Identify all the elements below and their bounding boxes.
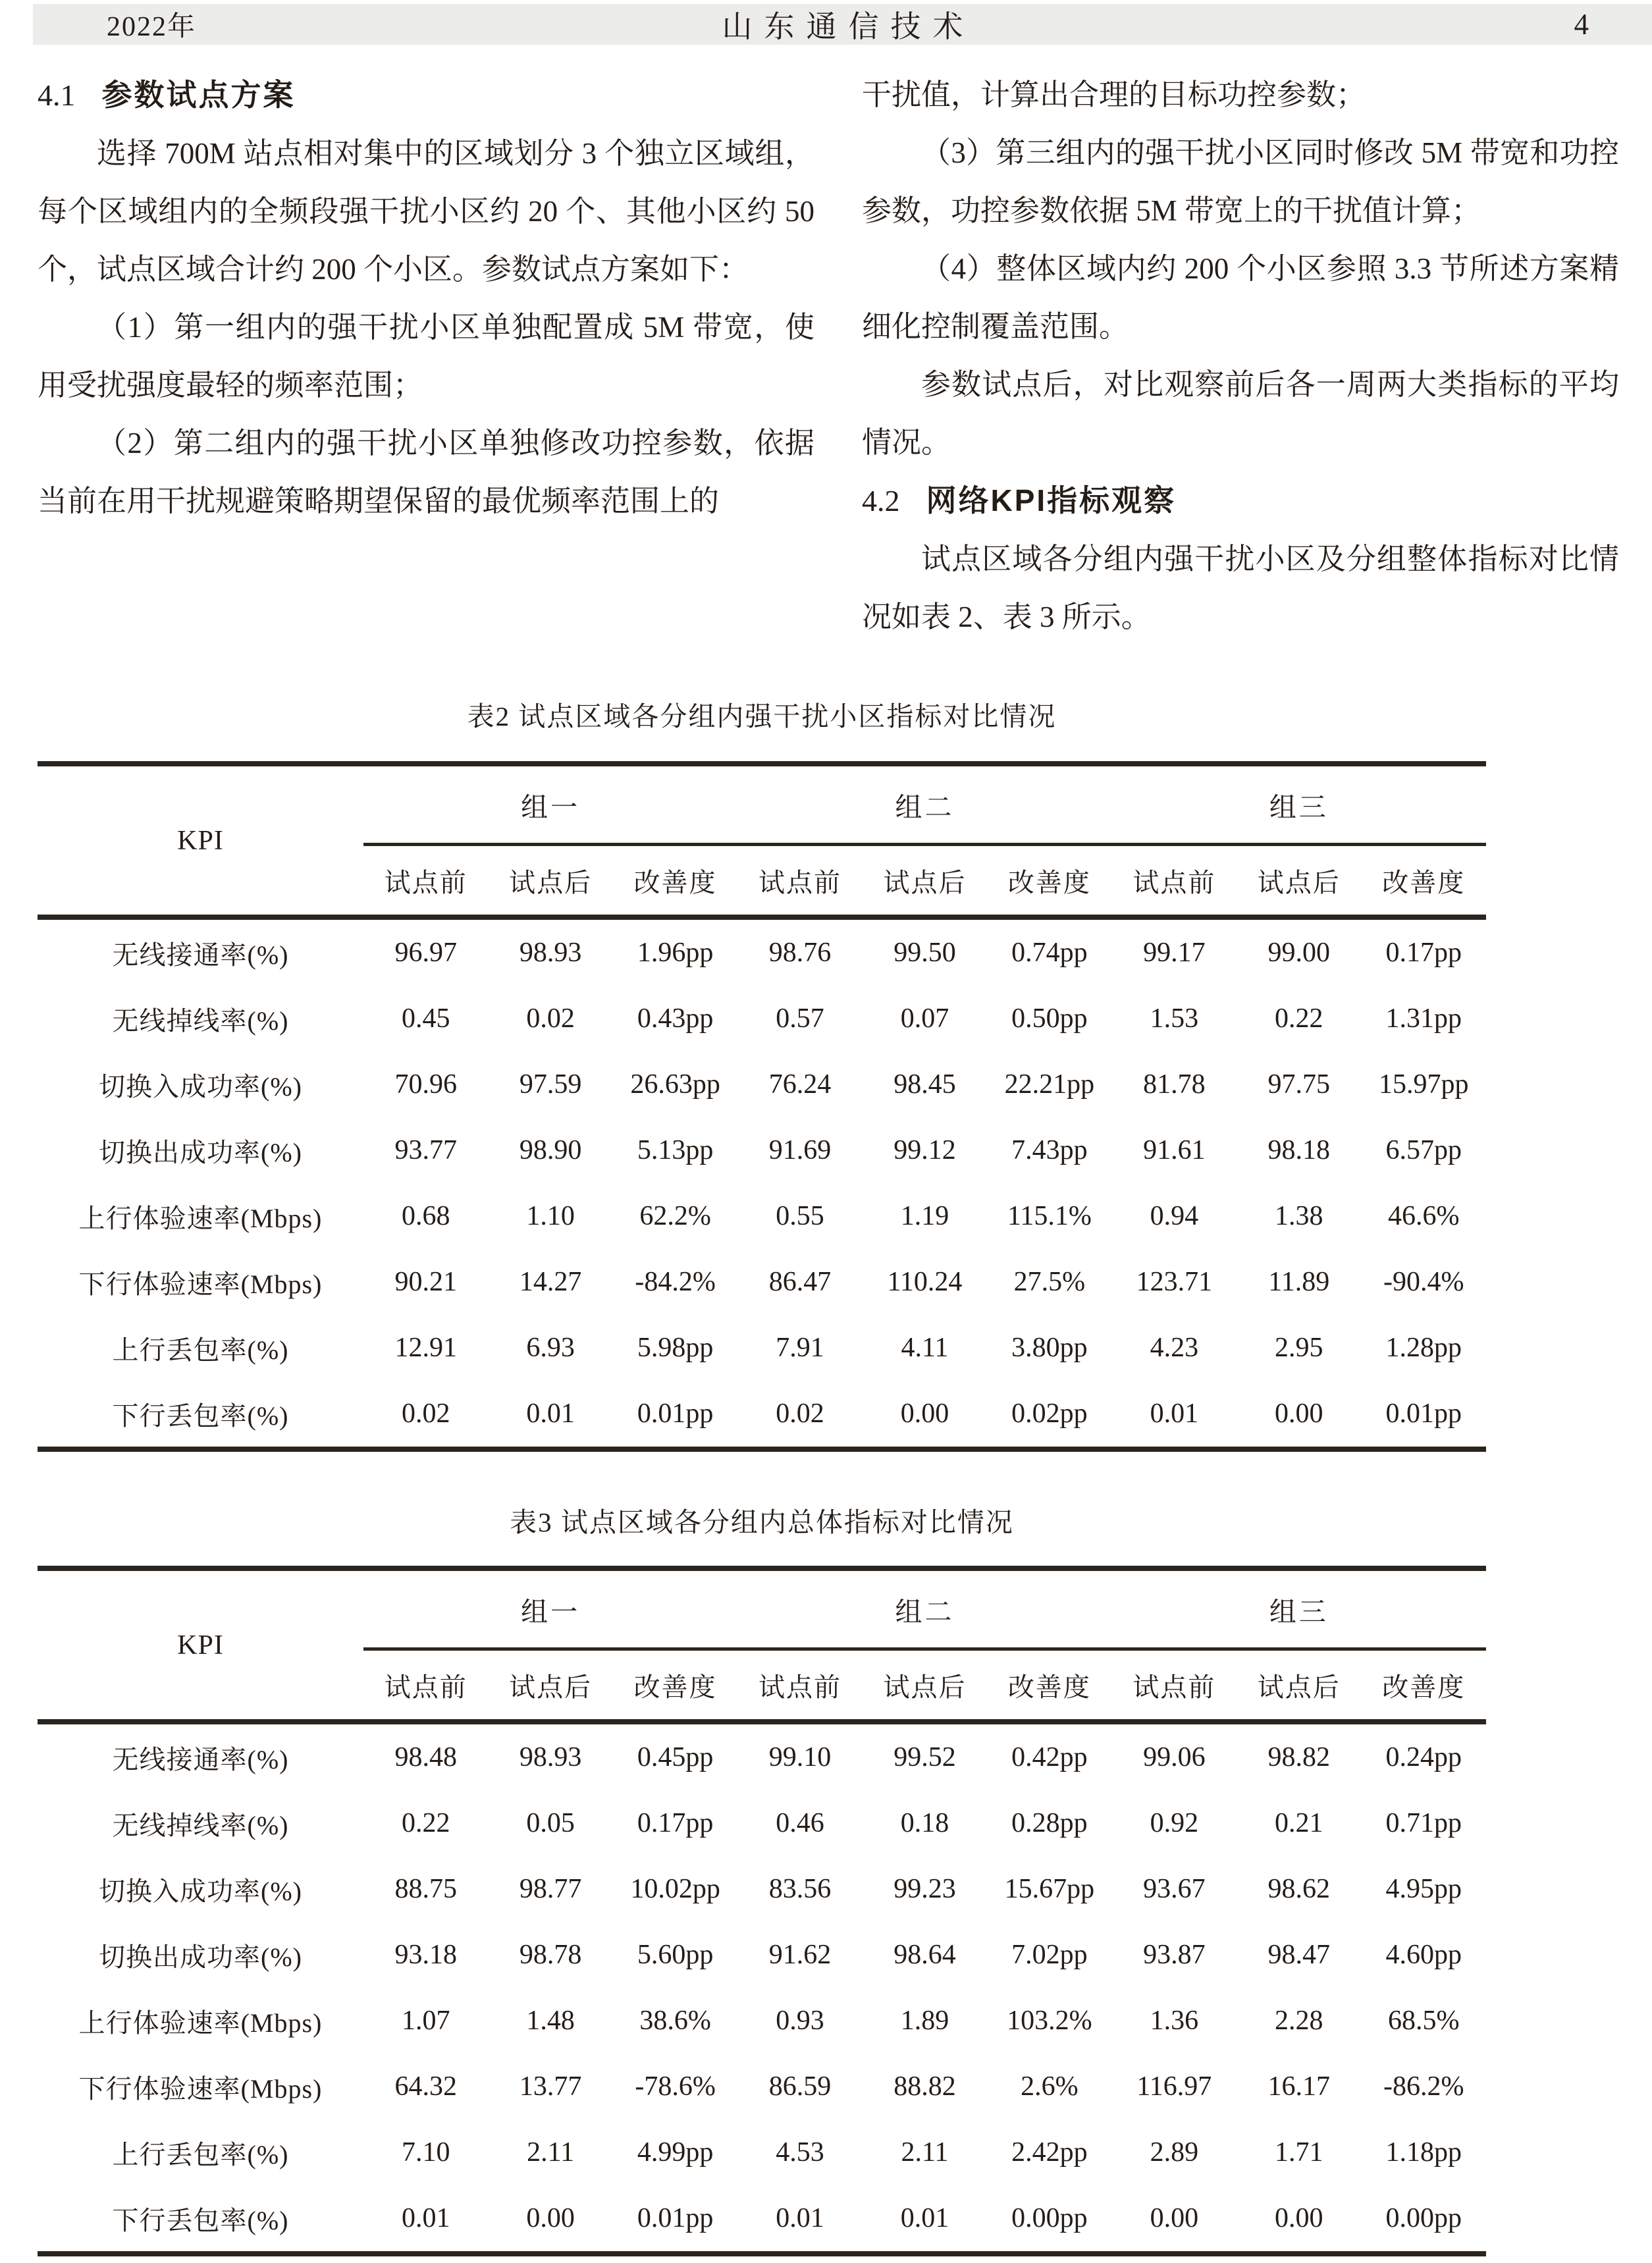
table-cell: 83.56 [768,1874,832,1904]
section-title: 网络KPI指标观察 [926,483,1177,518]
table-cell: 0.28pp [1011,1808,1088,1838]
table-cell: 0.21 [1275,1808,1323,1838]
table-cell: 0.94 [1150,1201,1199,1231]
subheader-cell: 试点后 [1237,845,1361,918]
table-cell: 99.50 [893,938,956,968]
table-cell: 15.97pp [1379,1069,1469,1100]
group-header-1: 组一 [363,764,737,845]
kpi-header-cell: KPI [38,1568,363,1722]
table-cell: 97.59 [519,1069,582,1100]
paragraph: 参数试点后，对比观察前后各一周两大类指标的平均情况。 [862,368,1619,459]
table-cell: 0.02pp [1011,1398,1088,1429]
table-cell: 0.02 [776,1398,824,1429]
table-cell: 2.95 [1275,1333,1323,1363]
table-row [38,2119,1486,2185]
table-cell: 0.07 [900,1003,949,1034]
table-cell: 99.06 [1143,1742,1206,1772]
table-row [38,1790,1486,1856]
group-header-3: 组三 [1112,1568,1486,1649]
table-row [38,1052,1486,1117]
table-cell: 2.42pp [1011,2137,1088,2168]
subheader-cell: 改善度 [987,845,1111,918]
kpi-row-label: 切换入成功率(%) [99,1876,302,1906]
table-cell: 0.00pp [1011,2203,1088,2233]
table-cell: 1.53 [1150,1003,1199,1034]
paragraph: （3）第三组内的强干扰小区同时修改 5M 带宽和功控参数，功控参数依据 5M 带宽上的干扰值计算； [862,136,1619,227]
group-header-row [38,1568,1486,1649]
table-cell: 98.18 [1267,1135,1331,1165]
table-cell: 11.89 [1268,1267,1330,1297]
table-cell: 0.18 [900,1808,949,1838]
paragraph: 试点区域各分组内强干扰小区及分组整体指标对比情况如表 2、表 3 所示。 [862,543,1619,633]
subheader-cell: 改善度 [613,845,737,918]
table-row [38,1249,1486,1315]
table-2-header [38,764,1486,917]
table-cell: 0.01pp [1385,1398,1462,1429]
table-cell: 4.95pp [1385,1874,1462,1904]
table-cell: 0.01 [776,2203,824,2233]
table-row [38,1988,1486,2054]
table-cell: 2.89 [1150,2137,1199,2168]
table-cell: 0.05 [526,1808,575,1838]
table-cell: 14.27 [519,1267,582,1297]
table-cell: 68.5% [1388,2006,1460,2036]
table-cell: 2.11 [527,2137,575,2168]
table-cell: 76.24 [768,1069,832,1100]
table-cell: 7.91 [776,1333,824,1363]
table-cell: 98.47 [1267,1940,1331,1970]
table-cell: 99.23 [893,1874,956,1904]
table-cell: 0.55 [776,1201,824,1231]
table-cell: 93.77 [394,1135,457,1165]
table-cell: 110.24 [887,1267,963,1297]
table-cell: 1.10 [526,1201,575,1231]
subheader-cell: 试点前 [737,845,862,918]
paragraph: （1）第一组内的强干扰小区单独配置成 5M 带宽，使用受扰强度最轻的频率范围； [38,311,814,402]
table-cell: 27.5% [1013,1267,1086,1297]
kpi-row-label: 上行丢包率(%) [112,1335,289,1365]
kpi-row-label: 无线接通率(%) [112,940,289,970]
table-cell: 0.02 [401,1398,450,1429]
table-cell: 0.17pp [1385,938,1462,968]
kpi-row-label: 下行丢包率(%) [112,2205,289,2235]
group-header-1: 组一 [363,1568,737,1649]
column-right [862,66,1619,646]
table-cell: 81.78 [1143,1069,1206,1100]
table-row [38,1922,1486,1988]
table-cell: -86.2% [1383,2071,1464,2102]
table-cell: 0.22 [401,1808,450,1838]
table-cell: 16.17 [1267,2071,1331,2102]
table-cell: 98.45 [893,1069,956,1100]
paragraph: （2）第二组内的强干扰小区单独修改功控参数，依据当前在用干扰规避策略期望保留的最优频率范围上的 [38,427,814,518]
subheader-cell: 试点后 [863,845,987,918]
table-cell: 4.99pp [637,2137,714,2168]
table-cell: 1.36 [1150,2006,1199,2036]
table-cell: 38.6% [639,2006,711,2036]
table-cell: 86.47 [768,1267,832,1297]
group-header-2: 组二 [737,764,1111,845]
table-row [38,917,1486,986]
table-cell: 4.11 [901,1333,949,1363]
table-cell: 0.01 [401,2203,450,2233]
table-cell: -78.6% [635,2071,716,2102]
table-cell: 98.62 [1267,1874,1331,1904]
group-header-2: 组二 [737,1568,1111,1649]
table-cell: 0.92 [1150,1808,1199,1838]
group-header-row [38,764,1486,845]
kpi-row-label: 下行丢包率(%) [112,1400,289,1431]
table-cell: -84.2% [635,1267,716,1297]
table-cell: 0.71pp [1385,1808,1462,1838]
table-cell: 7.02pp [1011,1940,1088,1970]
table-cell: 91.69 [768,1135,832,1165]
table-cell: 0.17pp [637,1808,714,1838]
table-3-body [38,1722,1486,2254]
page-number: 4 [1574,8,1589,41]
kpi-row-label: 切换出成功率(%) [99,1137,302,1167]
table-cell: 99.17 [1143,938,1206,968]
table-cell: 70.96 [394,1069,457,1100]
section-number: 4.1 [38,78,76,112]
table-cell: 0.42pp [1011,1742,1088,1772]
table-row [38,1856,1486,1922]
table-cell: 98.82 [1267,1742,1331,1772]
table-cell: 93.67 [1143,1874,1206,1904]
table-2-caption: 表2 试点区域各分组内强干扰小区指标对比情况 [467,701,1057,732]
table-cell: 5.13pp [637,1135,714,1165]
table-cell: 46.6% [1388,1201,1460,1231]
table-cell: 90.21 [394,1267,457,1297]
table-cell: 0.22 [1275,1003,1323,1034]
kpi-row-label: 切换入成功率(%) [99,1071,302,1102]
table-cell: 99.10 [768,1742,832,1772]
kpi-row-label: 无线接通率(%) [112,1744,289,1774]
table-cell: 93.18 [394,1940,457,1970]
table-cell: 1.38 [1275,1201,1323,1231]
table-cell: 1.28pp [1385,1333,1462,1363]
subheader-cell: 改善度 [1362,845,1487,918]
table-cell: 0.00 [1150,2203,1199,2233]
subheader-cell: 改善度 [987,1649,1111,1722]
subheader-cell: 改善度 [613,1649,737,1722]
table-cell: 98.64 [893,1940,956,1970]
table-cell: 1.31pp [1385,1003,1462,1034]
table-row [38,1381,1486,1449]
table-row [38,2185,1486,2254]
paragraph: （4）整体区域内约 200 个小区参照 3.3 节所述方案精细化控制覆盖范围。 [862,252,1619,343]
table-cell: 91.61 [1143,1135,1206,1165]
table-cell: 91.62 [768,1940,832,1970]
table-cell: 4.23 [1150,1333,1199,1363]
table-cell: 6.57pp [1385,1135,1462,1165]
table-cell: 4.53 [776,2137,824,2168]
section-heading-4-2 [862,471,1619,530]
table-cell: 88.75 [394,1874,457,1904]
kpi-row-label: 上行丢包率(%) [112,2139,289,2170]
kpi-row-label: 上行体验速率(Mbps) [78,2008,323,2038]
table-cell: 0.00 [526,2203,575,2233]
table-row [38,1117,1486,1183]
column-left [38,66,814,646]
table-cell: 0.57 [776,1003,824,1034]
table-cell: 98.77 [519,1874,582,1904]
table-cell: 98.93 [519,938,582,968]
subheader-cell: 试点后 [488,1649,612,1722]
table-cell: 98.78 [519,1940,582,1970]
table-3 [38,1566,1486,2256]
table-row [38,1722,1486,1790]
kpi-row-label: 无线掉线率(%) [112,1005,289,1036]
journal-title: 山东通信技术 [722,10,975,43]
table-cell: 4.60pp [1385,1940,1462,1970]
table-cell: 26.63pp [630,1069,720,1100]
table-cell: 0.00 [1275,2203,1323,2233]
table-cell: 7.43pp [1011,1135,1088,1165]
kpi-row-label: 下行体验速率(Mbps) [78,1269,323,1299]
table-cell: 116.97 [1136,2071,1212,2102]
subheader-cell: 改善度 [1362,1649,1487,1722]
table-3-header [38,1568,1486,1722]
table-cell: 0.43pp [637,1003,714,1034]
table-cell: 0.01pp [637,2203,714,2233]
subheader-cell: 试点前 [737,1649,862,1722]
kpi-row-label: 上行体验速率(Mbps) [78,1203,323,1233]
table-cell: 0.00 [900,1398,949,1429]
table-cell: 0.45pp [637,1742,714,1772]
table-cell: 0.00pp [1385,2203,1462,2233]
table-cell: 98.48 [394,1742,457,1772]
table-row [38,2054,1486,2119]
table-cell: 0.93 [776,2006,824,2036]
table-cell: 0.01 [526,1398,575,1429]
table-cell: 0.68 [401,1201,450,1231]
table-cell: 10.02pp [630,1874,720,1904]
table-cell: 123.71 [1136,1267,1213,1297]
text-columns [38,66,1619,646]
kpi-row-label: 切换出成功率(%) [99,1942,302,1972]
table-cell: 103.2% [1007,2006,1092,2036]
paragraph: 选择 700M 站点相对集中的区域划分 3 个独立区域组，每个区域组内的全频段强干扰小区约 20 个、其他小区约 50 个，试点区域合计约 200 个小区。参数试点方案如下： [38,137,814,286]
table-cell: 0.01pp [637,1398,714,1429]
table-cell: 2.6% [1021,2071,1079,2102]
table-cell: 0.45 [401,1003,450,1034]
table-cell: 0.24pp [1385,1742,1462,1772]
table-cell: 22.21pp [1004,1069,1095,1100]
group-header-3: 组三 [1112,764,1486,845]
table-cell: 0.01 [900,2203,949,2233]
table-cell: 1.89 [900,2006,949,2036]
table-cell: 6.93 [526,1333,575,1363]
subheader-cell: 试点后 [863,1649,987,1722]
table-cell: 7.10 [401,2137,450,2168]
table-cell: 2.11 [901,2137,949,2168]
table-cell: 12.91 [394,1333,457,1363]
table-cell: 1.71 [1275,2137,1323,2168]
table-cell: 98.90 [519,1135,582,1165]
table-cell: 1.19 [900,1201,949,1231]
table-cell: 97.75 [1267,1069,1331,1100]
subheader-cell: 试点后 [1237,1649,1361,1722]
table-2-body [38,917,1486,1449]
table-cell: 0.01 [1150,1398,1199,1429]
kpi-row-label: 下行体验速率(Mbps) [78,2073,323,2104]
table-cell: 86.59 [768,2071,832,2102]
table-cell: 1.18pp [1385,2137,1462,2168]
table-cell: 115.1% [1007,1201,1092,1231]
kpi-row-label: 无线掉线率(%) [112,1810,289,1840]
paragraph-continuation: 干扰值，计算出合理的目标功控参数； [862,78,1366,111]
table-cell: 0.02 [526,1003,575,1034]
table-cell: 1.96pp [637,938,714,968]
table-cell: 98.76 [768,938,832,968]
table-cell: -90.4% [1383,1267,1464,1297]
subheader-cell: 试点前 [1112,845,1237,918]
table-cell: 0.50pp [1011,1003,1088,1034]
table-cell: 98.93 [519,1742,582,1772]
subheader-cell: 试点前 [363,845,488,918]
table-cell: 0.00 [1275,1398,1323,1429]
table-cell: 2.28 [1275,2006,1323,2036]
table-cell: 3.80pp [1011,1333,1088,1363]
table-cell: 99.12 [893,1135,956,1165]
table-cell: 1.48 [526,2006,575,2036]
table-cell: 0.74pp [1011,938,1088,968]
table-cell: 96.97 [394,938,457,968]
running-head-band [33,4,1652,45]
table-cell: 0.46 [776,1808,824,1838]
section-number: 4.2 [862,484,900,518]
table-cell: 88.82 [893,2071,956,2102]
table-cell: 64.32 [394,2071,457,2102]
table-cell: 5.98pp [637,1333,714,1363]
subheader-cell: 试点后 [488,845,612,918]
table-row [38,1183,1486,1249]
section-heading-4-1 [38,66,814,124]
table-row [38,1315,1486,1381]
table-2 [38,761,1486,1452]
table-cell: 93.87 [1143,1940,1206,1970]
table-cell: 13.77 [519,2071,582,2102]
subheader-cell: 试点前 [1112,1649,1237,1722]
section-title: 参数试点方案 [101,78,296,112]
table-cell: 1.07 [401,2006,450,2036]
table-cell: 5.60pp [637,1940,714,1970]
issue-year: 2022年 [107,12,197,42]
subheader-cell: 试点前 [363,1649,488,1722]
table-cell: 99.00 [1267,938,1331,968]
table-row [38,986,1486,1052]
kpi-header-cell: KPI [38,764,363,917]
table-cell: 62.2% [639,1201,711,1231]
table-3-caption: 表3 试点区域各分组内总体指标对比情况 [510,1507,1014,1537]
table-cell: 99.52 [893,1742,956,1772]
table-cell: 15.67pp [1004,1874,1095,1904]
